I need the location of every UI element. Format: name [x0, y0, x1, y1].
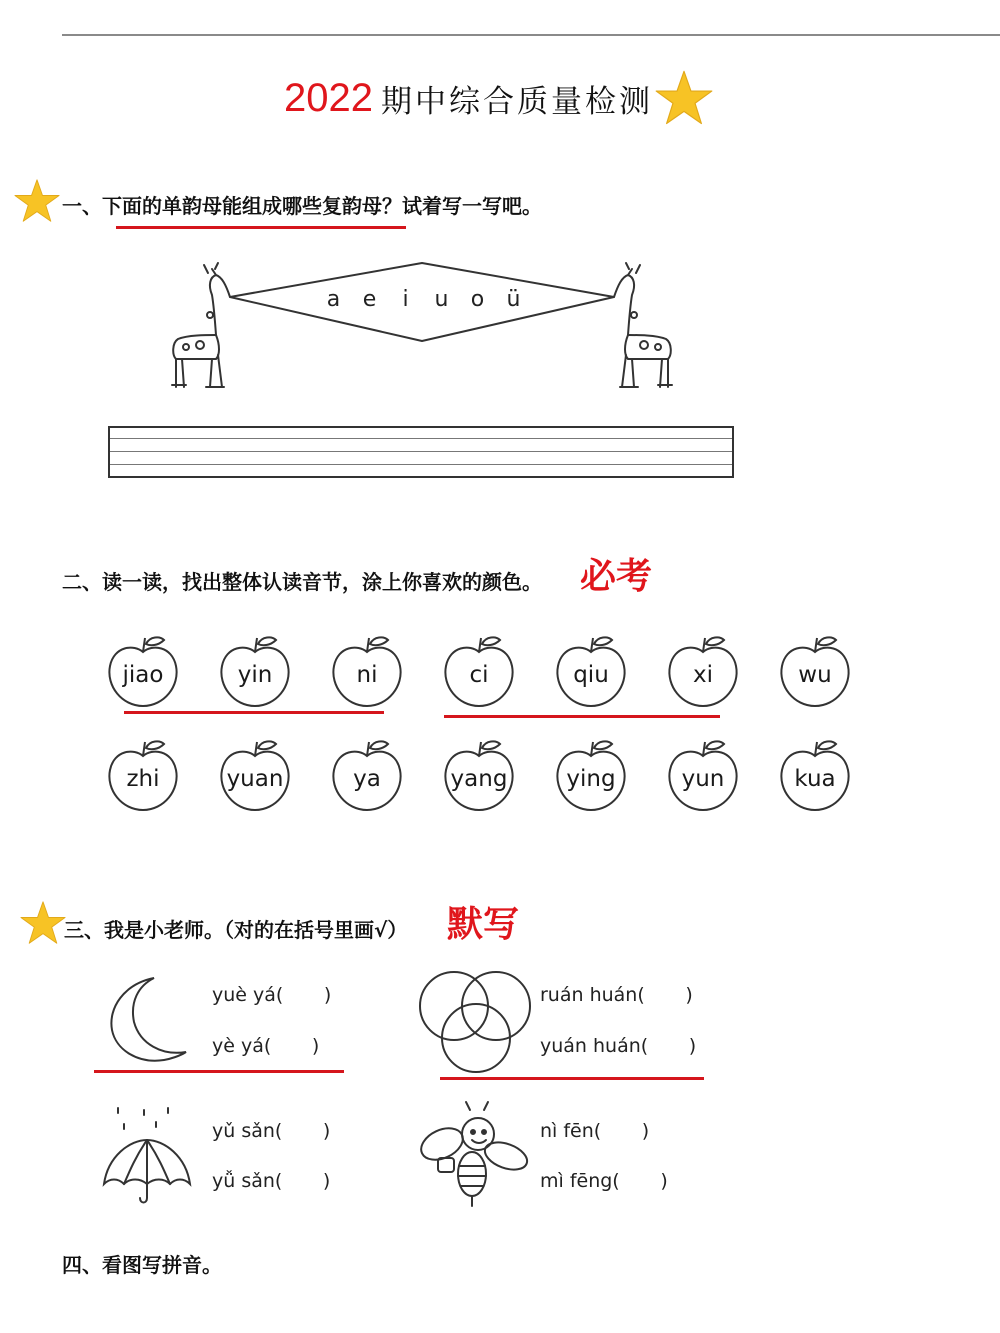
- pinyin-option[interactable]: [540, 1035, 696, 1057]
- option-text: mì fēng(: [540, 1170, 620, 1192]
- syllable-label: ci: [469, 662, 489, 688]
- rings-icon: [416, 966, 536, 1074]
- moon-icon: [104, 974, 190, 1064]
- apple-syllable[interactable]: [776, 632, 854, 710]
- red-underline: [94, 1070, 344, 1073]
- syllable-label: ying: [566, 766, 616, 792]
- section-1-heading: 一、下面的单韵母能组成哪些复韵母？试着写一写吧。: [62, 194, 542, 218]
- writing-box[interactable]: [108, 426, 734, 478]
- vowel: i: [402, 287, 410, 312]
- title-year: 2022: [284, 75, 373, 120]
- must-test-badge: 必考: [580, 555, 653, 597]
- syllable-label: zhi: [126, 766, 160, 792]
- apple-syllable[interactable]: [664, 632, 742, 710]
- top-divider: [62, 34, 1000, 36]
- vowel: u: [434, 287, 450, 312]
- giraffe-diamond-illustration: [160, 255, 690, 400]
- star-icon: [20, 900, 66, 946]
- close-paren: ): [688, 1035, 697, 1057]
- red-underline: [444, 715, 720, 718]
- apple-syllable[interactable]: [664, 736, 742, 814]
- section-2-heading: 二、读一读，找出整体认读音节，涂上你喜欢的颜色。: [62, 570, 542, 594]
- apple-syllable[interactable]: [552, 632, 630, 710]
- section-3-heading: 三、我是小老师。（对的在括号里画√）: [64, 918, 408, 942]
- close-paren: ): [323, 984, 332, 1006]
- pinyin-option[interactable]: [540, 1120, 649, 1142]
- apple-syllable[interactable]: [104, 736, 182, 814]
- pinyin-option[interactable]: [212, 1170, 330, 1192]
- apple-syllable[interactable]: [776, 736, 854, 814]
- pinyin-option[interactable]: [212, 984, 331, 1006]
- title-text: 期中综合质量检测: [380, 83, 653, 120]
- close-paren: ): [685, 984, 693, 1006]
- apple-syllable[interactable]: [440, 632, 518, 710]
- syllable-label: ni: [356, 662, 378, 688]
- apple-syllable[interactable]: [328, 632, 406, 710]
- pinyin-option[interactable]: [212, 1035, 319, 1057]
- red-underline: [116, 226, 406, 229]
- close-paren: ): [311, 1035, 320, 1057]
- red-underline: [124, 711, 384, 714]
- option-text: yuè yá(: [212, 984, 284, 1006]
- option-text: yè yá(: [212, 1035, 272, 1057]
- syllable-label: yang: [450, 766, 508, 792]
- vowel: o: [470, 287, 486, 312]
- apple-syllable[interactable]: [216, 632, 294, 710]
- vowel: e: [362, 287, 378, 312]
- vowel-list: [316, 287, 532, 312]
- syllable-label: xi: [692, 662, 713, 688]
- star-icon: [655, 69, 713, 127]
- apple-syllable[interactable]: [104, 632, 182, 710]
- dictation-badge: 默写: [447, 903, 520, 945]
- syllable-label: qiu: [573, 662, 609, 688]
- close-paren: ): [322, 1120, 331, 1142]
- apple-syllable[interactable]: [552, 736, 630, 814]
- syllable-label: yun: [681, 766, 725, 792]
- close-paren: ): [322, 1170, 331, 1192]
- apple-syllable[interactable]: [440, 736, 518, 814]
- page-title: [284, 68, 713, 128]
- syllable-label: ya: [353, 766, 381, 792]
- option-text: yuán huán(: [540, 1035, 649, 1057]
- option-text: nì fēn(: [540, 1120, 602, 1142]
- syllable-label: jiao: [122, 662, 164, 688]
- option-text: yǔ sǎn(: [212, 1120, 283, 1142]
- pinyin-option[interactable]: [540, 1170, 668, 1192]
- pinyin-option[interactable]: [212, 1120, 330, 1142]
- syllable-label: yin: [237, 662, 273, 688]
- option-text: ruán huán(: [540, 984, 645, 1006]
- syllable-label: wu: [798, 662, 832, 688]
- star-icon: [14, 178, 60, 224]
- close-paren: ): [641, 1120, 650, 1142]
- option-text: yǚ sǎn(: [212, 1170, 283, 1192]
- umbrella-icon: [100, 1100, 194, 1206]
- section-4-heading: 四、看图写拼音。: [62, 1253, 222, 1277]
- pinyin-option[interactable]: [540, 984, 693, 1006]
- bee-icon: [416, 1100, 532, 1210]
- apple-syllable[interactable]: [328, 736, 406, 814]
- syllable-label: yuan: [226, 766, 284, 792]
- red-underline: [440, 1077, 704, 1080]
- close-paren: ): [660, 1170, 668, 1192]
- vowel: a: [326, 287, 342, 312]
- syllable-label: kua: [794, 766, 836, 792]
- apple-syllable[interactable]: [216, 736, 294, 814]
- vowel: ü: [506, 287, 522, 312]
